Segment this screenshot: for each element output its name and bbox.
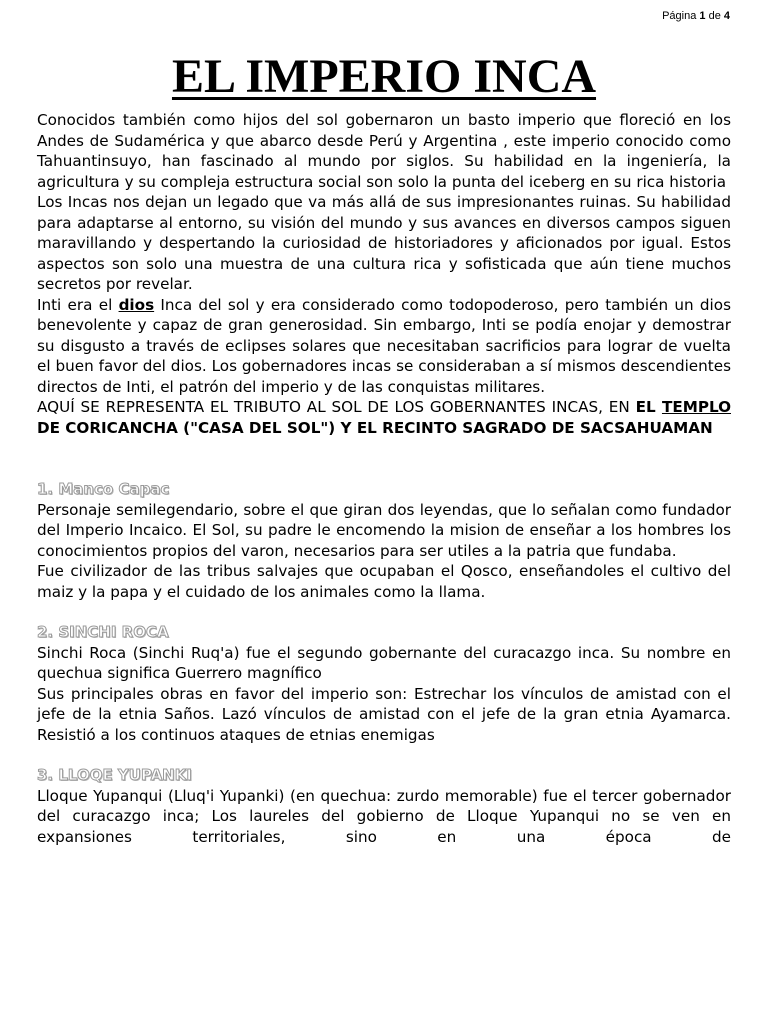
page-sep: de [705, 10, 724, 22]
spacer [37, 438, 731, 479]
page-indicator [662, 10, 730, 22]
document-title: EL IMPERIO INCA [171, 50, 597, 103]
p3-text-before: Inti era el [37, 295, 119, 314]
section-paragraph: Sus principales obras en favor del imperio son: Estrechar los vínculos de amistad con el jefe de la etnia Saños. Lazó vínculos de amistad con el jefe de la gran etnia Ayamarca. Resistió a los continuos ataques de etnias enemigas [37, 684, 731, 744]
intro-paragraph-4 [37, 397, 731, 438]
section-heading-manco-capac: 1. Manco Capac [37, 480, 170, 498]
document-body [37, 110, 731, 847]
section-heading-lloqe-yupanki: 3. LLOQE YUPANKI [37, 766, 192, 784]
p3-text-after: Inca del sol y era considerado como todopoderoso, pero también un dios benevolente y capaz de gran generosidad. Sin embargo, Inti se podía enojar y demostrar su disgusto a través de eclipses solares que necesitaban sacrificios para lograr de vuelta el buen favor del dios. Los gobernadores incas se consideraban a sí mismos descendientes directos de Inti, el patrón del imperio y de las conquistas militares. [37, 295, 731, 396]
dios-link[interactable]: dios [118, 295, 155, 314]
intro-paragraph-3 [37, 295, 731, 398]
page-prefix: Página [662, 10, 700, 22]
section-heading-sinchi-roca: 2. SINCHI ROCA [37, 623, 169, 641]
p4-text-c: DE CORICANCHA ("CASA DEL SOL") Y EL RECINTO SAGRADO DE SACSAHUAMAN [37, 418, 713, 437]
section-paragraph: Sinchi Roca (Sinchi Ruq'a) fue el segundo gobernante del curacazgo inca. Su nombre en quechua significa Guerrero magnífico [37, 643, 731, 682]
page-total: 4 [723, 10, 730, 22]
p4-text-b: EL [635, 398, 662, 416]
templo-link[interactable]: TEMPLO [661, 398, 731, 416]
section-paragraph: Fue civilizador de las tribus salvajes que ocupaban el Qosco, enseñandoles el cultivo del maiz y la papa y el cuidado de los animales como la llama. [37, 562, 731, 601]
p4-text-a: AQUÍ SE REPRESENTA EL TRIBUTO AL SOL DE LOS GOBERNANTES INCAS, EN [37, 398, 636, 416]
intro-paragraph-2: Los Incas nos dejan un legado que va más allá de sus impresionantes ruinas. Su habilidad para adaptarse al entorno, su visión del mundo y sus avances en diversos campos siguen maravillando y despertando la curiosidad de historiadores y aficionados por igual. Estos aspectos son solo una muestra de una cultura rica y sofisticada que aún tiene muchos secretos por revelar. [37, 193, 731, 293]
section-paragraph: Personaje semilegendario, sobre el que giran dos leyendas, que lo señalan como fundador del Imperio Incaico. El Sol, su padre le encomendo la mision de enseñar a los hombres los conocimientos propios del varon, necesarios para ser utiles a la patria que fundaba. [37, 500, 731, 560]
section-paragraph: Lloque Yupanqui (Lluq'i Yupanki) (en quechua: zurdo memorable) fue el tercer gobernador del curacazgo inca; Los laureles del gobierno de Lloque Yupanqui no se ven en expansiones territoriales, sino en una época de [37, 786, 731, 846]
intro-paragraph-1: Conocidos también como hijos del sol gobernaron un basto imperio que floreció en los Andes de Sudamérica y que abarco desde Perú y Argentina , este imperio conocido como Tahuantinsuyo, han fascinado al mundo por siglos. Su habilidad en la ingeniería, la agricultura y su compleja estructura social son solo la punta del iceberg en su rica historia [37, 111, 731, 191]
page-current: 1 [699, 10, 706, 22]
